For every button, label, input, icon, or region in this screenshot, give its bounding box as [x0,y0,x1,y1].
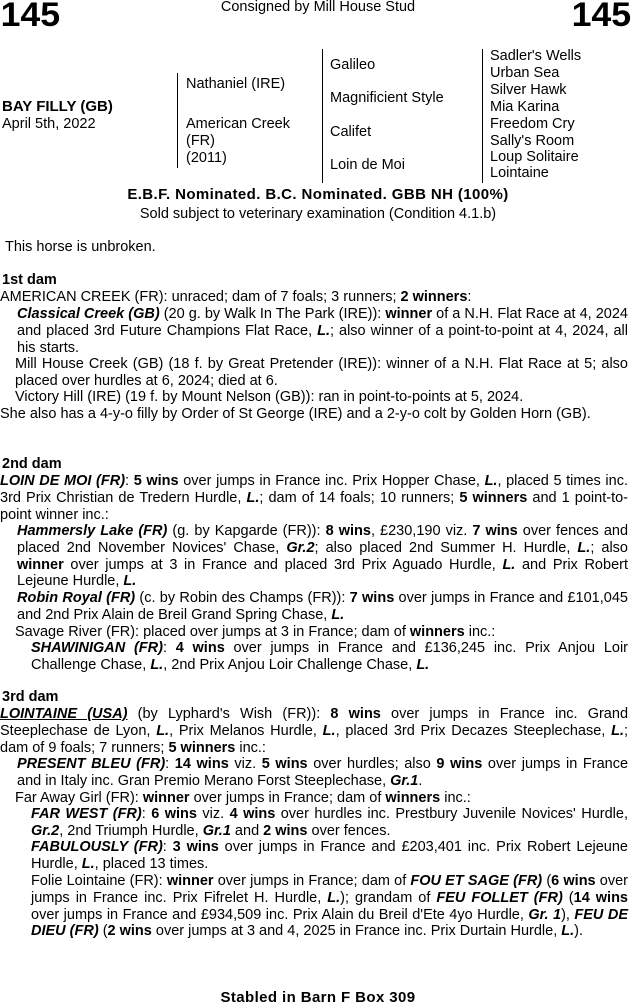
second-dam-produce-2: Robin Royal (FR) (c. by Robin des Champs (FR)): 7 wins over jumps in France and £101,045 and 2nd Prix Alain de Breil Grand Spring Chase, L. [17,590,628,623]
foaling-date: April 5th, 2022 [2,116,96,132]
pedigree-bracket-2 [322,49,323,183]
pedigree-dam-year: (2011) [186,150,227,166]
lot-number-left: 145 [0,0,61,34]
horse-title: BAY FILLY (GB) [2,98,113,115]
third-dam-produce-1: PRESENT BLEU (FR): 14 wins viz. 5 wins over hurdles; also 9 wins over jumps in France and in Italy inc. Gran Premio Merano Forst Steeplechase, Gr.1. [17,756,629,789]
pedigree-dam-name: American Creek [186,116,290,132]
nominations: E.B.F. Nominated. B.C. Nominated. GBB NH (100%) [127,186,509,203]
first-dam-heading: 1st dam [2,272,57,288]
pedigree-gen4-2: Urban Sea [490,65,560,81]
consignor: Consigned by Mill House Stud [220,0,416,15]
third-dam-grandproduce-1: FAR WEST (FR): 6 wins viz. 4 wins over hurdles inc. Prestbury Juvenile Novices' Hurdle, Gr.2, 2nd Triumph Hurdle, Gr.1 and 2 wins over fences. [31,806,629,839]
pedigree-gen4-6: Sally's Room [490,133,575,149]
third-dam-intro: LOINTAINE (USA) (by Lyphard's Wish (FR)): 8 wins over jumps in France inc. Grand Steeplechase de Lyon, L., Prix Melanos Hurdle, L., placed 3rd Prix Decazes Steeplechase, L.; dam of 9 foals; 7 runners; 5 winners inc.: [0,706,629,756]
second-dam-produce-1: Hammersly Lake (FR) (g. by Kapgarde (FR)): 8 wins, £230,190 viz. 7 wins over fences and placed 2nd November Novices' Chase, Gr.2; also placed 2nd Summer H. Hurdle, L.; also winner over jumps at 3 in France and placed 3rd Prix Aguado Hurdle, L. and Prix Robert Lejeune Hurdle, L. [17,523,629,590]
pedigree-bracket-3 [482,49,483,183]
stabling-info: Stabled in Barn F Box 309 [220,989,416,1006]
pedigree-gen4-8: Lointaine [490,165,549,181]
pedigree-bracket-1 [177,73,178,168]
pedigree-gen4-4: Mia Karina [490,99,560,115]
pedigree-gen4-3: Silver Hawk [490,82,567,98]
second-dam-grandproduce-1: SHAWINIGAN (FR): 4 wins over jumps in France and £136,245 inc. Prix Anjou Loir Challenge Chase, L., 2nd Prix Anjou Loir Challenge Chase, L. [31,640,629,673]
pedigree-gen4-7: Loup Solitaire [490,149,579,165]
second-dam-heading: 2nd dam [2,456,62,472]
pedigree-sire: Nathaniel (IRE) [186,76,286,92]
third-dam-produce-2: Far Away Girl (FR): winner over jumps in France; dam of winners inc.: [15,790,471,806]
pedigree-dam-country: (FR) [186,133,215,149]
first-dam-intro: AMERICAN CREEK (FR): unraced; dam of 7 foals; 3 runners; 2 winners: [0,289,472,305]
pedigree-gen3-2: Magnificient Style [330,90,444,106]
pedigree-gen4-1: Sadler's Wells [490,48,582,64]
pedigree-gen3-3: Califet [330,124,372,140]
pedigree-gen4-5: Freedom Cry [490,116,575,132]
sold-subject-note: Sold subject to veterinary examination (Condition 4.1.b) [139,206,497,222]
first-dam-produce-1: Classical Creek (GB) (20 g. by Walk In The Park (IRE)): winner of a N.H. Flat Race at 4, 2024 and placed 3rd Future Champions Flat Race, L.; also winner of a point-to-point at 4, 2024, all his starts. [17,306,628,356]
third-dam-grandproduce-2: FABULOUSLY (FR): 3 wins over jumps in France and £203,401 inc. Prix Robert Lejeune Hurdle, L., placed 13 times. [31,839,628,872]
first-dam-produce-2: Mill House Creek (GB) (18 f. by Great Pretender (IRE)): winner of a N.H. Flat Race at 5; also placed over hurdles at 6, 2024; died at 6. [15,356,628,389]
second-dam-produce-3: Savage River (FR): placed over jumps at 3 in France; dam of winners inc.: [15,624,496,640]
pedigree-gen3-4: Loin de Moi [330,157,405,173]
first-dam-also-has: She also has a 4-y-o filly by Order of St George (IRE) and a 2-y-o colt by Golden Horn (GB). [0,406,591,422]
pedigree-gen3-1: Galileo [330,57,376,73]
unbroken-note: This horse is unbroken. [5,239,156,255]
second-dam-intro: LOIN DE MOI (FR): 5 wins over jumps in France inc. Prix Hopper Chase, L., placed 5 times inc. 3rd Prix Christian de Tredern Hurdle, L.; dam of 14 foals; 10 runners; 5 winners and 1 point-to-point winner inc.: [0,473,628,523]
lot-number-right: 145 [571,0,632,34]
third-dam-heading: 3rd dam [2,689,59,705]
first-dam-produce-3: Victory Hill (IRE) (19 f. by Mount Nelson (GB)): ran in point-to-points at 5, 2024. [15,389,524,405]
third-dam-grandproduce-3: Folie Lointaine (FR): winner over jumps in France; dam of FOU ET SAGE (FR) (6 wins over jumps in France inc. Prix Fifrelet H. Hurdle, L.); grandam of FEU FOLLET (FR) (14 wins over jumps in France and £934,509 inc. Prix Alain du Breil d'Ete 4yo Hurdle, Gr. 1), FEU DE DIEU (FR) (2 wins over jumps at 3 and 4, 2025 in France inc. Prix Durtain Hurdle, L.). [31,873,629,940]
